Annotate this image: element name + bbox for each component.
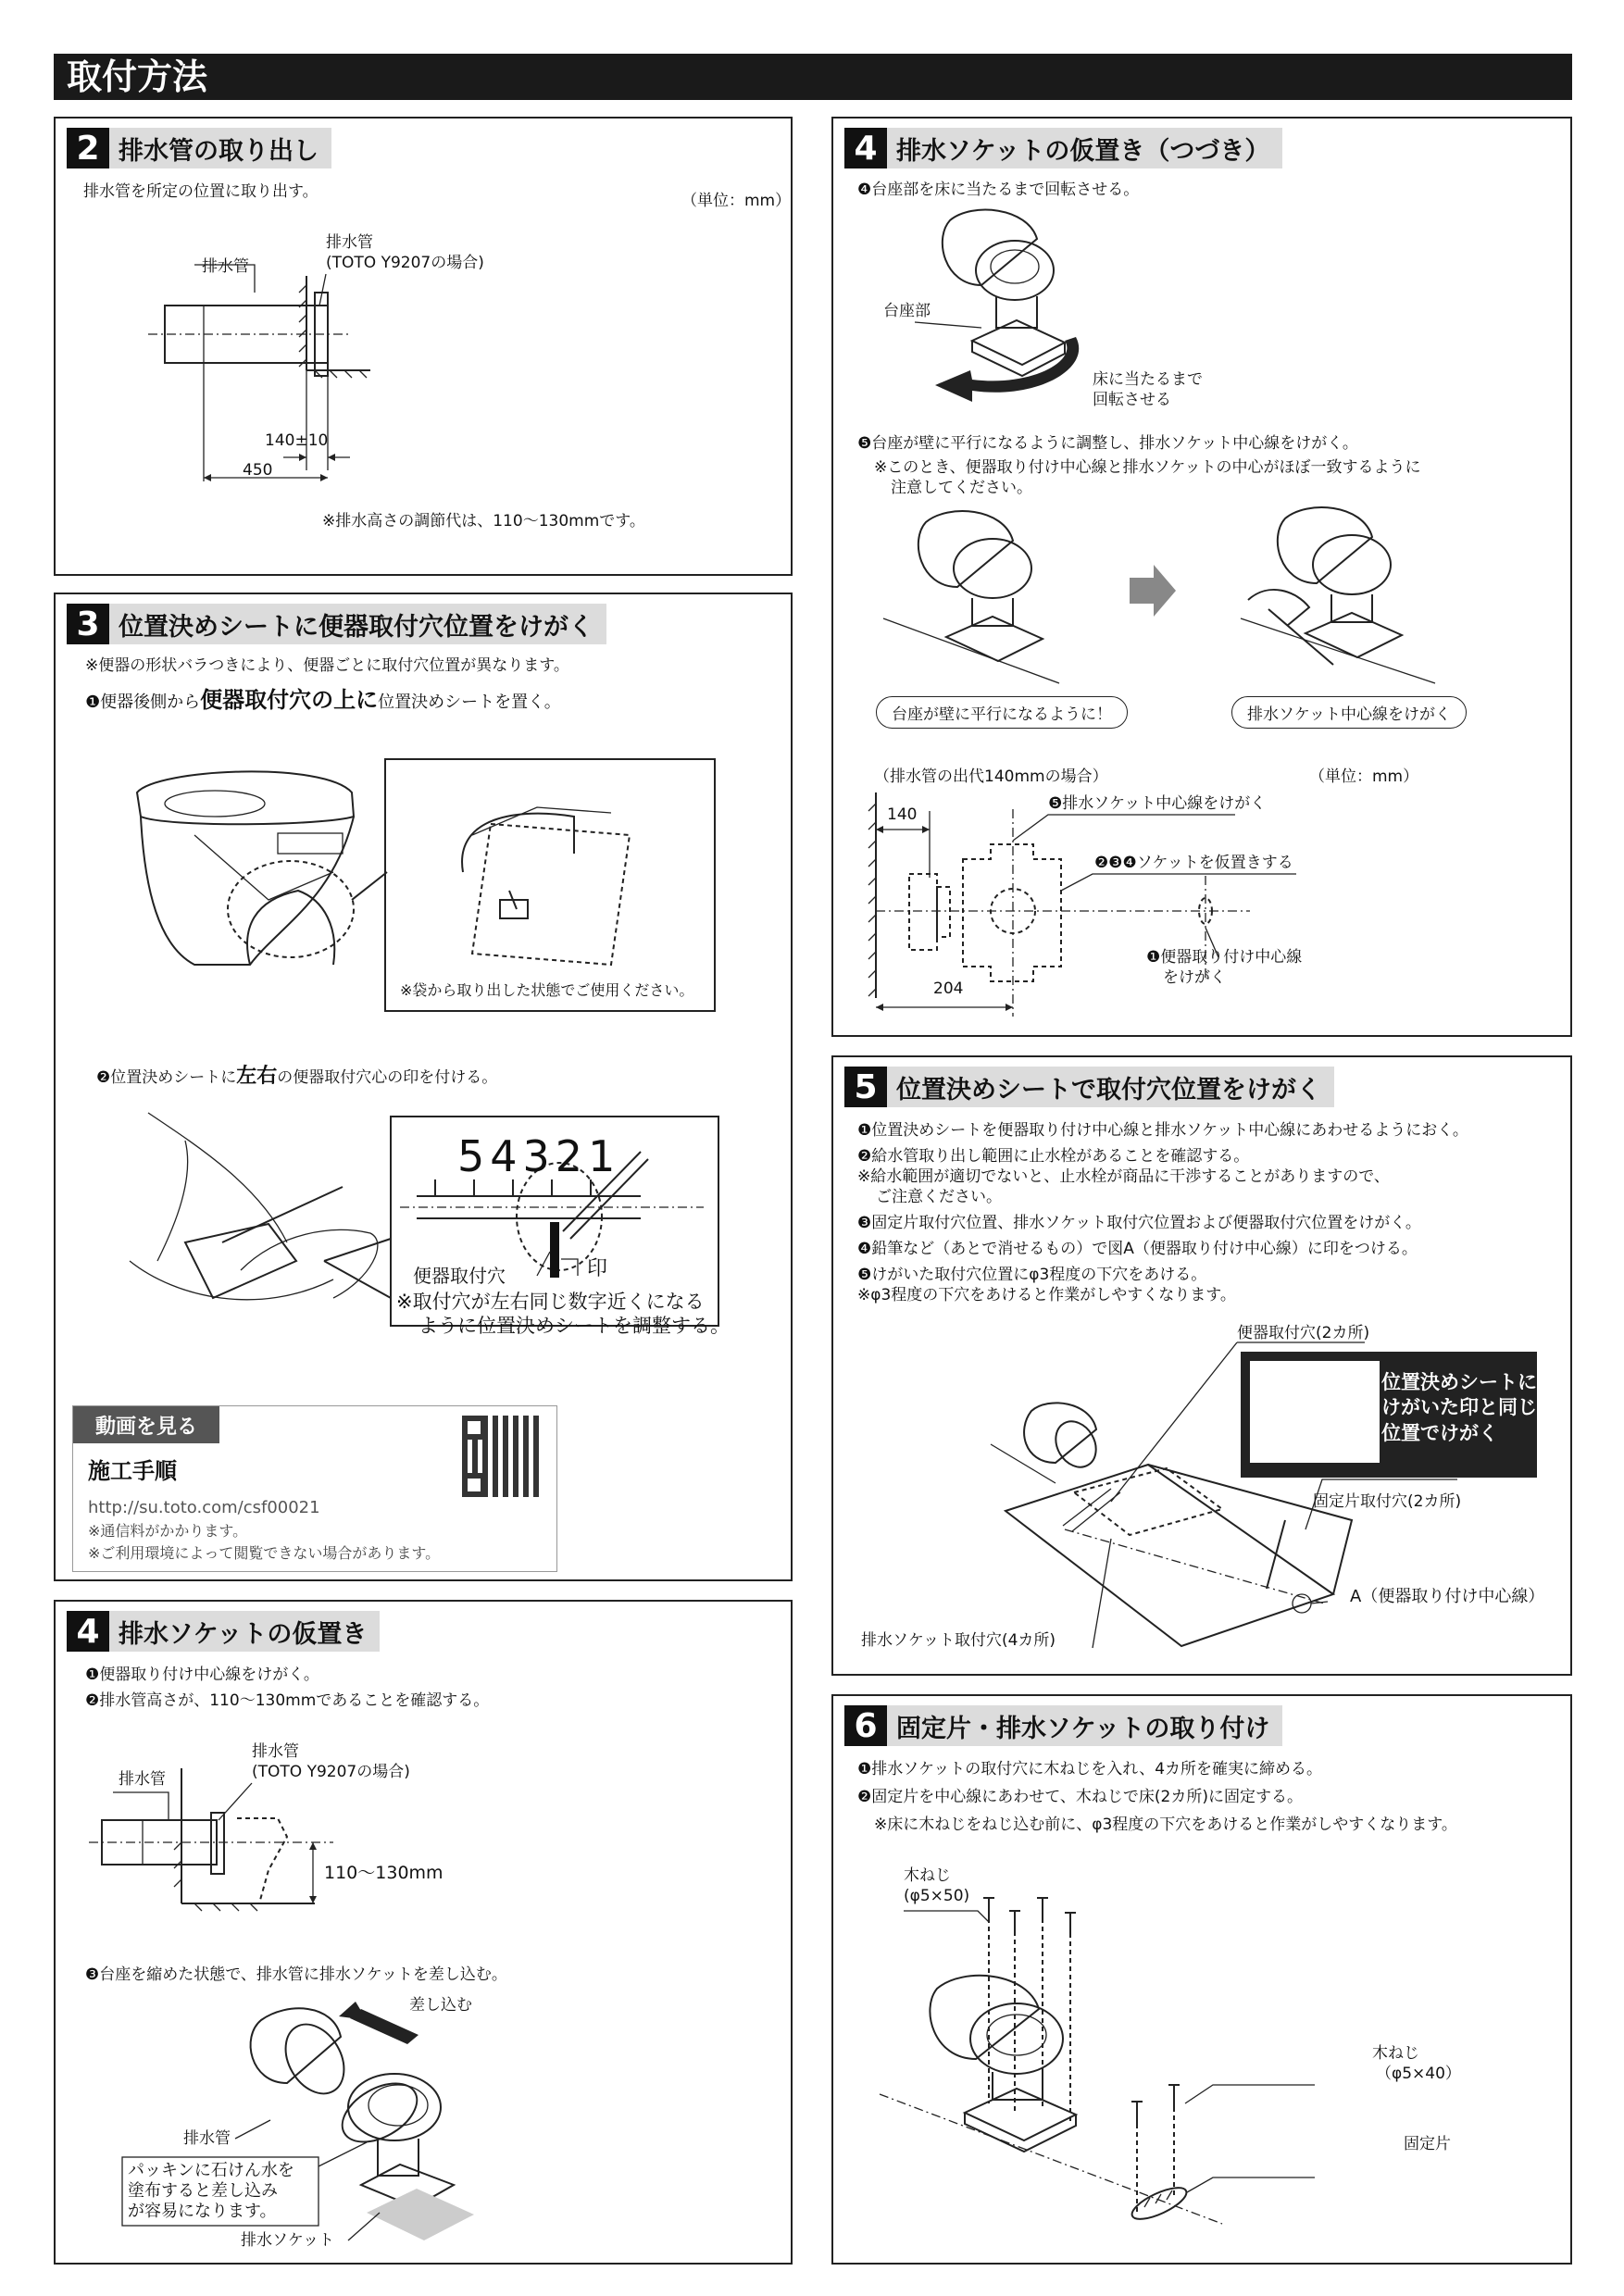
- dim-450: 450: [243, 461, 273, 480]
- mark-toilet-centerline-label-2: をけがく: [1163, 968, 1226, 987]
- step-5-text: ❺けがいた取付穴位置にφ3程度の下穴をあける。: [857, 1266, 1207, 1284]
- section-number: 4: [67, 1611, 109, 1652]
- unit-label: （単位：mm）: [681, 192, 792, 210]
- step-text: ❷位置決めシートに: [96, 1068, 237, 1087]
- section-title: 位置決めシートに便器取付穴位置をけがく: [109, 604, 606, 644]
- video-title: 施工手順: [88, 1458, 177, 1484]
- rotate-label-2: 回転させる: [1093, 391, 1171, 409]
- adjust-note-1: ※取付穴が左右同じ数字近くになる: [396, 1291, 705, 1313]
- callout-line-2: けがいた印と同じ: [1381, 1396, 1537, 1419]
- dim-204-label: 204: [933, 980, 964, 998]
- screw-40-label-1: 木ねじ: [1372, 2044, 1419, 2063]
- step-2-note: ※床に木ねじをねじ込む前に、φ3程度の下穴をあけると作業がしやすくなります。: [874, 1816, 1457, 1834]
- mark-label: 印: [587, 1257, 608, 1280]
- pipe-toto-label: 排水管: [252, 1742, 299, 1761]
- pipe-toto-label: 排水管: [326, 233, 373, 252]
- step-2-text: ❷排水管高さが、110～130mmであることを確認する。: [85, 1691, 490, 1710]
- step-4-text: ❹鉛筆など（あとで消せるもの）で図A（便器取り付け中心線）に印をつける。: [857, 1240, 1418, 1258]
- intro-text: 排水管を所定の位置に取り出す。: [83, 182, 319, 201]
- pipe-label: 排水管: [119, 1770, 166, 1789]
- section-title: 位置決めシートで取付穴位置をけがく: [887, 1067, 1334, 1107]
- bag-note: ※袋から取り出した状態でご使用ください。: [400, 981, 694, 999]
- toilet-hole-label: 便器取付穴(2カ所): [1237, 1324, 1370, 1342]
- section-number: 3: [67, 604, 109, 644]
- drain-pipe-diagram: [56, 119, 794, 578]
- callout-box: [1241, 1352, 1537, 1478]
- step-2-note-1: ※給水範囲が適切でないと、止水栓が商品に干渉することがありますので、: [857, 1167, 1390, 1186]
- step-3-text: ❸台座を縮めた状態で、排水管に排水ソケットを差し込む。: [85, 1965, 507, 1984]
- tip-line-2: 塗布すると差し込み: [128, 2181, 278, 2201]
- step-1-text: ❶位置決めシートを便器取り付け中心線と排水ソケット中心線にあわせるようにおく。: [857, 1121, 1468, 1140]
- step-5-text: ❺台座が壁に平行になるように調整し、排水ソケット中心線をけがく。: [857, 434, 1358, 453]
- step-text: 位置決めシートを置く。: [378, 693, 561, 712]
- section-5-panel: [831, 1055, 1572, 1676]
- qr-code[interactable]: [462, 1416, 543, 1497]
- section-4b-panel: [831, 117, 1572, 1037]
- height-range-label: 110～130mm: [324, 1863, 443, 1883]
- dim-140-label: 140: [887, 805, 918, 824]
- centerline-a-label: A（便器取り付け中心線）: [1350, 1587, 1545, 1606]
- step-emphasis: 左右: [236, 1065, 278, 1088]
- toto-case-label: (TOTO Y9207の場合): [252, 1763, 410, 1781]
- step-1-text: ❶排水ソケットの取付穴に木ねじを入れ、4カ所を確実に締める。: [857, 1760, 1323, 1778]
- step-2-text: ❷固定片を中心線にあわせて、木ねじで床(2カ所)に固定する。: [857, 1788, 1303, 1806]
- note-5a: ※このとき、便器取り付け中心線と排水ソケットの中心がほぼ一致するように: [874, 458, 1421, 477]
- fixing-piece-label: 固定片: [1404, 2135, 1451, 2153]
- section-title: 排水ソケットの仮置き（つづき）: [887, 128, 1282, 168]
- toilet-hole-label: 便器取付穴: [413, 1265, 506, 1287]
- section-title: 排水管の取り出し: [109, 128, 331, 168]
- socket-label: 排水ソケット: [241, 2231, 334, 2250]
- mark-toilet-centerline-label-1: ❶便器取り付け中心線: [1146, 948, 1303, 967]
- scale-digits: 54321: [457, 1131, 621, 1181]
- section-6-panel: [831, 1694, 1572, 2265]
- callout-illustration: [1250, 1361, 1380, 1463]
- adjust-note-2: ように位置決めシートを調整する。: [418, 1315, 730, 1337]
- data-fee-note: ※通信料がかかります。: [88, 1522, 248, 1540]
- section-4a-panel: [54, 1600, 793, 2265]
- pipe-label: 排水管: [202, 257, 249, 276]
- case-140-label: （排水管の出代140mmの場合）: [874, 767, 1108, 786]
- callout-line-1: 位置決めシートに: [1381, 1371, 1537, 1393]
- step-1-text: ❶便器取り付け中心線をけがく。: [85, 1666, 319, 1684]
- step-4-text: ❹台座部を床に当たるまで回転させる。: [857, 181, 1140, 199]
- step-3-text: ❸固定片取付穴位置、排水ソケット取付穴位置および便器取付穴位置をけがく。: [857, 1214, 1421, 1232]
- tip-line-3: が容易になります。: [128, 2202, 277, 2221]
- step-emphasis: 便器取付穴の上に: [200, 687, 379, 713]
- section-number: 6: [844, 1705, 887, 1746]
- step-text: ❶便器後側から: [85, 693, 201, 712]
- screw-50-label-2: (φ5×50): [904, 1887, 970, 1905]
- screw-50-label-1: 木ねじ: [904, 1866, 951, 1885]
- step-2-text: ❷給水管取り出し範囲に止水栓があることを確認する。: [857, 1147, 1250, 1166]
- height-note: ※排水高さの調節代は、110～130mmです。: [322, 512, 645, 530]
- note-5b: 注意してください。: [891, 479, 1032, 497]
- fixing-illustration: [833, 1696, 1574, 2266]
- fixing-hole-label: 固定片取付穴(2カ所): [1313, 1492, 1462, 1511]
- socket-layout-diagram: [833, 119, 1574, 1039]
- video-url[interactable]: http://su.toto.com/csf00021: [88, 1498, 320, 1517]
- section-number: 4: [844, 128, 887, 168]
- environment-note: ※ご利用環境によって閲覧できない場合があります。: [88, 1544, 441, 1562]
- watch-video-tab[interactable]: 動画を見る: [73, 1406, 219, 1443]
- callout-text: [1381, 1370, 1537, 1446]
- tip-line-1: パッキンに石けん水を: [128, 2161, 294, 2180]
- socket-hole-label: 排水ソケット取付穴(4カ所): [861, 1631, 1056, 1650]
- page-title: 取付方法: [54, 54, 1572, 100]
- shape-variance-note: ※便器の形状バラつきにより、便器ごとに取付穴位置が異なります。: [85, 656, 569, 675]
- dim-140: 140±10: [265, 431, 329, 450]
- section-2-panel: [54, 117, 793, 576]
- mark-socket-centerline-label: ❺排水ソケット中心線をけがく: [1048, 794, 1267, 813]
- unit-label: （単位：mm）: [1309, 767, 1419, 786]
- place-socket-label: ❷❸❹ソケットを仮置きする: [1094, 854, 1293, 872]
- step-2-note-2: ご注意ください。: [876, 1188, 1002, 1206]
- mark-centerline-bubble: 排水ソケット中心線をけがく: [1231, 696, 1467, 729]
- video-box: [72, 1405, 557, 1572]
- rotate-label-1: 床に当たるまで: [1093, 370, 1203, 389]
- toto-case-label: (TOTO Y9207の場合): [326, 254, 484, 272]
- step-text: の便器取付穴心の印を付ける。: [277, 1068, 498, 1087]
- insert-label: 差し込む: [409, 1996, 472, 2015]
- screw-40-label-2: （φ5×40）: [1376, 2065, 1461, 2083]
- section-title: 固定片・排水ソケットの取り付け: [887, 1705, 1282, 1746]
- step-5-note: ※φ3程度の下穴をあけると作業がしやすくなります。: [857, 1286, 1236, 1304]
- callout-line-3: 位置でけがく: [1381, 1421, 1498, 1444]
- base-label: 台座部: [883, 302, 931, 320]
- section-number: 5: [844, 1067, 887, 1107]
- parallel-bubble: 台座が壁に平行になるように！: [876, 696, 1128, 729]
- section-number: 2: [67, 128, 109, 168]
- pipe-label-2: 排水管: [183, 2129, 231, 2148]
- section-title: 排水ソケットの仮置き: [109, 1611, 380, 1652]
